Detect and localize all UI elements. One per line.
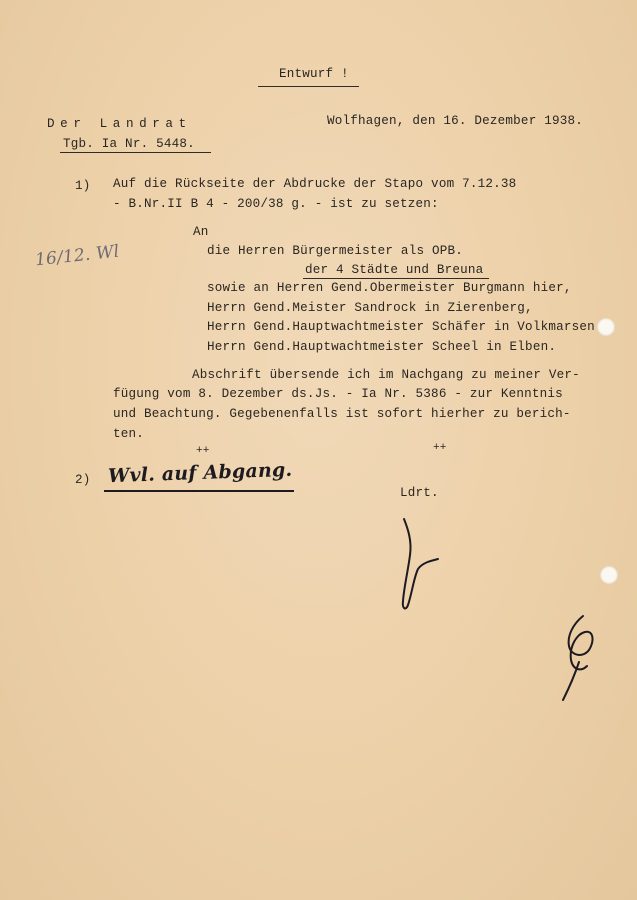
paraph-mark [555, 612, 605, 704]
document-heading: Entwurf ! [279, 67, 349, 81]
addressee-4: Herrn Gend.Meister Sandrock in Zierenberg, [207, 301, 533, 315]
body-line2: fügung vom 8. Dezember ds.Js. - Ia Nr. 5386 - zur Kenntnis [113, 387, 563, 401]
reference-underline [60, 152, 211, 153]
section1-number: 1) [75, 179, 91, 193]
signature-title: Ldrt. [400, 486, 439, 500]
body-line4: ten. [113, 427, 145, 441]
punch-hole-bottom [600, 566, 618, 584]
heading-underline [258, 86, 359, 87]
plus-mark-right: ++ [433, 442, 447, 454]
addressee-1: die Herren Bürgermeister als OPB. [207, 244, 463, 258]
punch-hole-top [597, 318, 615, 336]
reference-number: Tgb. Ia Nr. 5448. [63, 137, 195, 151]
margin-note: 16/12. Wl [34, 241, 121, 271]
addressee-2: der 4 Städte und Breuna [305, 263, 484, 277]
section1-line2: - B.Nr.II B 4 - 200/38 g. - ist zu setzen: [113, 197, 439, 211]
addressee-2-underline [303, 278, 489, 279]
section1-line1: Auf die Rückseite der Abdrucke der Stapo vom 7.12.38 [113, 177, 517, 191]
authority-name: Der Landrat [47, 117, 192, 131]
body-line1: Abschrift übersende ich im Nachgang zu meiner Ver- [192, 368, 580, 382]
signature-initial [392, 515, 444, 615]
addressee-3: sowie an Herren Gend.Obermeister Burgmann hier, [207, 281, 572, 295]
addressee-an: An [193, 225, 209, 239]
plus-mark-left: ++ [196, 445, 210, 457]
addressee-6: Herrn Gend.Hauptwachtmeister Scheel in Elben. [207, 340, 557, 354]
place-date: Wolfhagen, den 16. Dezember 1938. [327, 114, 583, 128]
section2-number: 2) [75, 473, 91, 487]
section2-handwritten: Wvl. auf Abgang. [107, 458, 293, 488]
body-line3: und Beachtung. Gegebenenfalls ist sofort hierher zu berich- [113, 407, 571, 421]
addressee-5: Herrn Gend.Hauptwachtmeister Schäfer in Volkmarsen [207, 320, 595, 334]
section2-underline [104, 490, 294, 492]
